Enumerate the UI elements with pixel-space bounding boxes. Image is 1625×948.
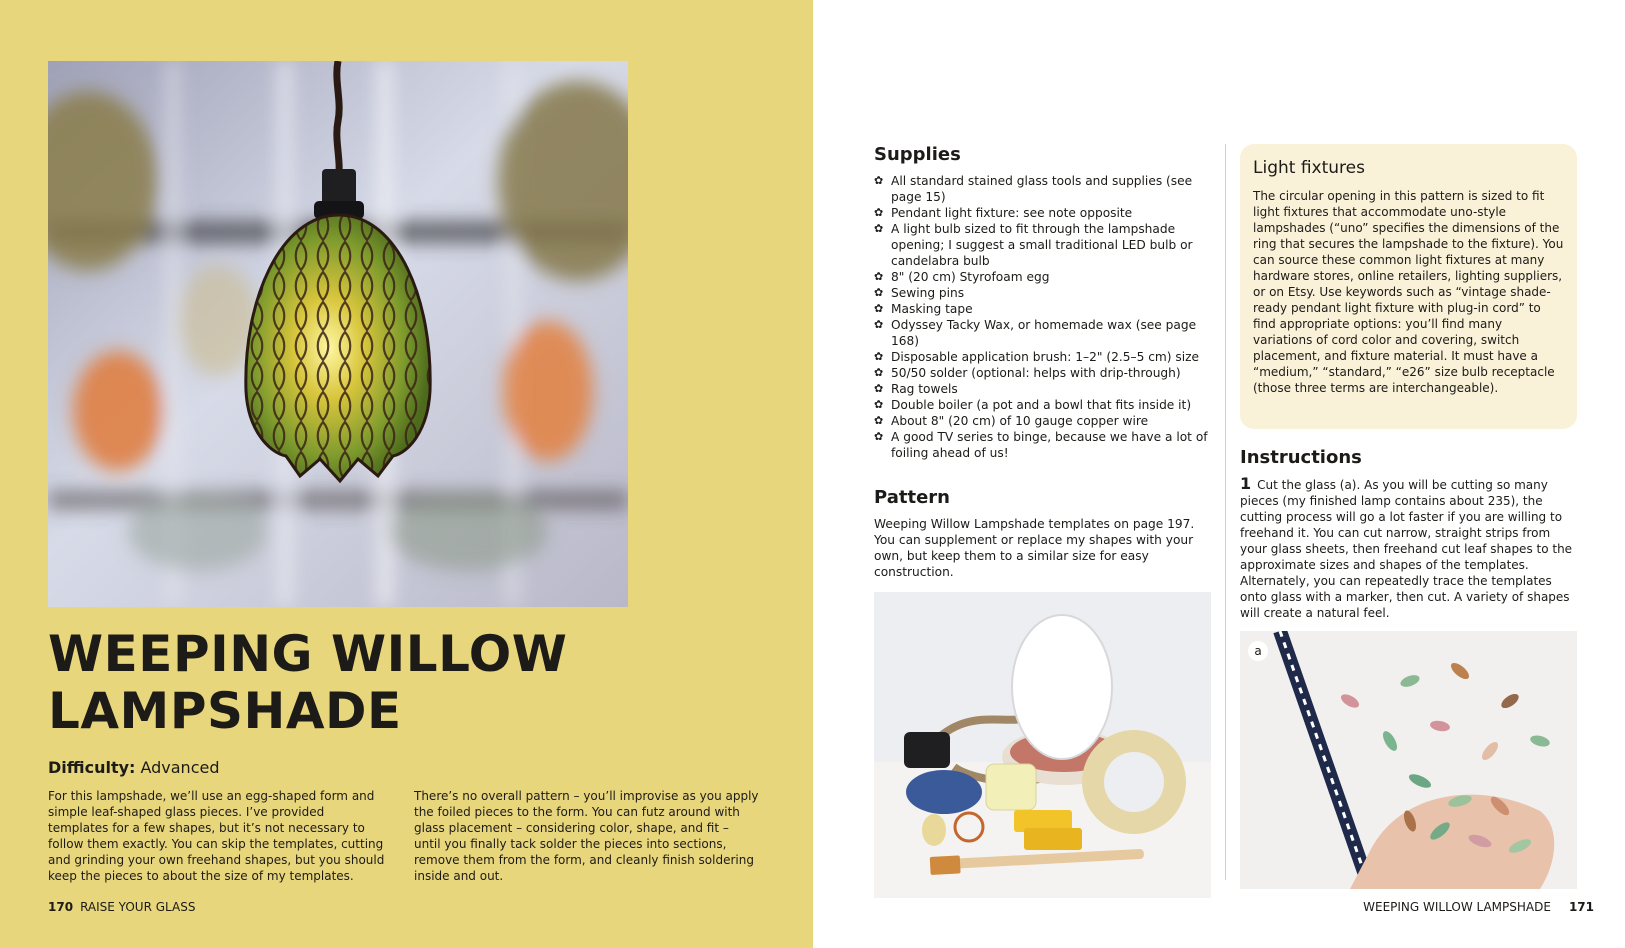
pattern-heading: Pattern	[874, 487, 950, 508]
supplies-list	[874, 173, 1212, 461]
supply-item: ✿ Sewing pins	[874, 285, 1212, 301]
supply-item: ✿ All standard stained glass tools and supplies (see page 15)	[874, 173, 1212, 205]
page-title	[48, 626, 688, 740]
supply-item: ✿ A good TV series to binge, because we have a lot of foiling ahead of us!	[874, 429, 1212, 461]
difficulty	[48, 758, 219, 777]
folio-right	[1363, 900, 1594, 914]
instructions-column	[1240, 144, 1577, 889]
page-number-left: 170	[48, 900, 74, 914]
supply-item: ✿ Odyssey Tacky Wax, or homemade wax (see page 168)	[874, 317, 1212, 349]
supply-item: ✿ Double boiler (a pot and a bowl that fits inside it)	[874, 397, 1212, 413]
running-head-right: WEEPING WILLOW LAMPSHADE	[1363, 900, 1551, 914]
step-text: Cut the glass (a). As you will be cutting so many pieces (my finished lamp contains about 235), the cutting process will go a lot faster if you are willing to freehand it. You can cut narrow, straight strips from your glass sheets, then freehand cut leaf shapes to the approximate sizes and shapes of the templates. Alternately, you can repeatedly trace the templates onto glass with a marker, then cut. A variety of shapes will create a natural feel.	[1240, 478, 1573, 620]
running-head-left: RAISE YOUR GLASS	[80, 900, 196, 914]
intro-column-2: There’s no overall pattern – you’ll improvise as you apply the foiled pieces to the form. You can futz around with glass placement – considering color, shape, and fit – until you finally tack solder the pieces into sections, remove them from the form, and cleanly finish soldering inside and out.	[414, 789, 759, 883]
supply-item: ✿ 50/50 solder (optional: helps with drip-through)	[874, 365, 1212, 381]
difficulty-value: Advanced	[140, 758, 220, 777]
sidebar-title: Light fixtures	[1253, 158, 1365, 178]
pattern-text: Weeping Willow Lampshade templates on page 197. You can supplement or replace my shapes with your own, but keep them to a similar size for easy construction.	[874, 517, 1195, 579]
supply-item: ✿ Pendant light fixture: see note opposite	[874, 205, 1212, 221]
difficulty-label: Difficulty:	[48, 758, 136, 777]
instruction-step-1	[1240, 476, 1577, 621]
light-fixtures-sidebar	[1240, 144, 1577, 429]
supply-item: ✿ Masking tape	[874, 301, 1212, 317]
page-number-right: 171	[1568, 900, 1594, 914]
supplies-heading: Supplies	[874, 144, 961, 165]
supply-item: ✿ Disposable application brush: 1–2" (2.5–5 cm) size	[874, 349, 1212, 365]
intro-column-1: For this lampshade, we’ll use an egg-shaped form and simple leaf-shaped glass pieces. I’ve provided templates for a few shapes, but it’s not necessary to follow them exactly. You can skip the templates, cutting and grinding your own freehand shapes, but you should keep the pieces to about the size of my templates.	[48, 789, 385, 883]
title-line-2: LAMPSHADE	[48, 682, 402, 740]
lampshade-photo	[48, 61, 628, 607]
glass-pieces-photo	[1240, 631, 1577, 889]
photo-label-badge: a	[1248, 641, 1268, 661]
supplies-photo	[874, 592, 1211, 898]
supply-item: ✿ 8" (20 cm) Styrofoam egg	[874, 269, 1212, 285]
folio-left	[48, 900, 195, 914]
supply-item: ✿ Rag towels	[874, 381, 1212, 397]
step-number: 1	[1240, 474, 1252, 493]
supply-item: ✿ About 8" (20 cm) of 10 gauge copper wire	[874, 413, 1212, 429]
sidebar-text: The circular opening in this pattern is sized to fit light fixtures that accommodate uno-style lampshades (“uno” specifies the dimensions of the ring that secures the lampshade to the fixture). You can source these common light fixtures at many hardware stores, online retailers, lighting suppliers, or on Etsy. Use keywords such as “vintage shade-ready pendant light fixture with plug-in cord” to find appropriate options: you’ll find many variations of cord color and covering, switch placement, and fixture material. It must have a “medium,” “standard,” “e26” size bulb receptacle (those three terms are interchangeable).	[1253, 189, 1564, 395]
supply-item: ✿ A light bulb sized to fit through the lampshade opening; I suggest a small traditional LED bulb or candelabra bulb	[874, 221, 1212, 269]
supplies-column	[874, 144, 1212, 898]
column-divider	[1225, 144, 1226, 880]
title-line-1: WEEPING WILLOW	[48, 625, 568, 683]
instructions-heading: Instructions	[1240, 447, 1362, 468]
